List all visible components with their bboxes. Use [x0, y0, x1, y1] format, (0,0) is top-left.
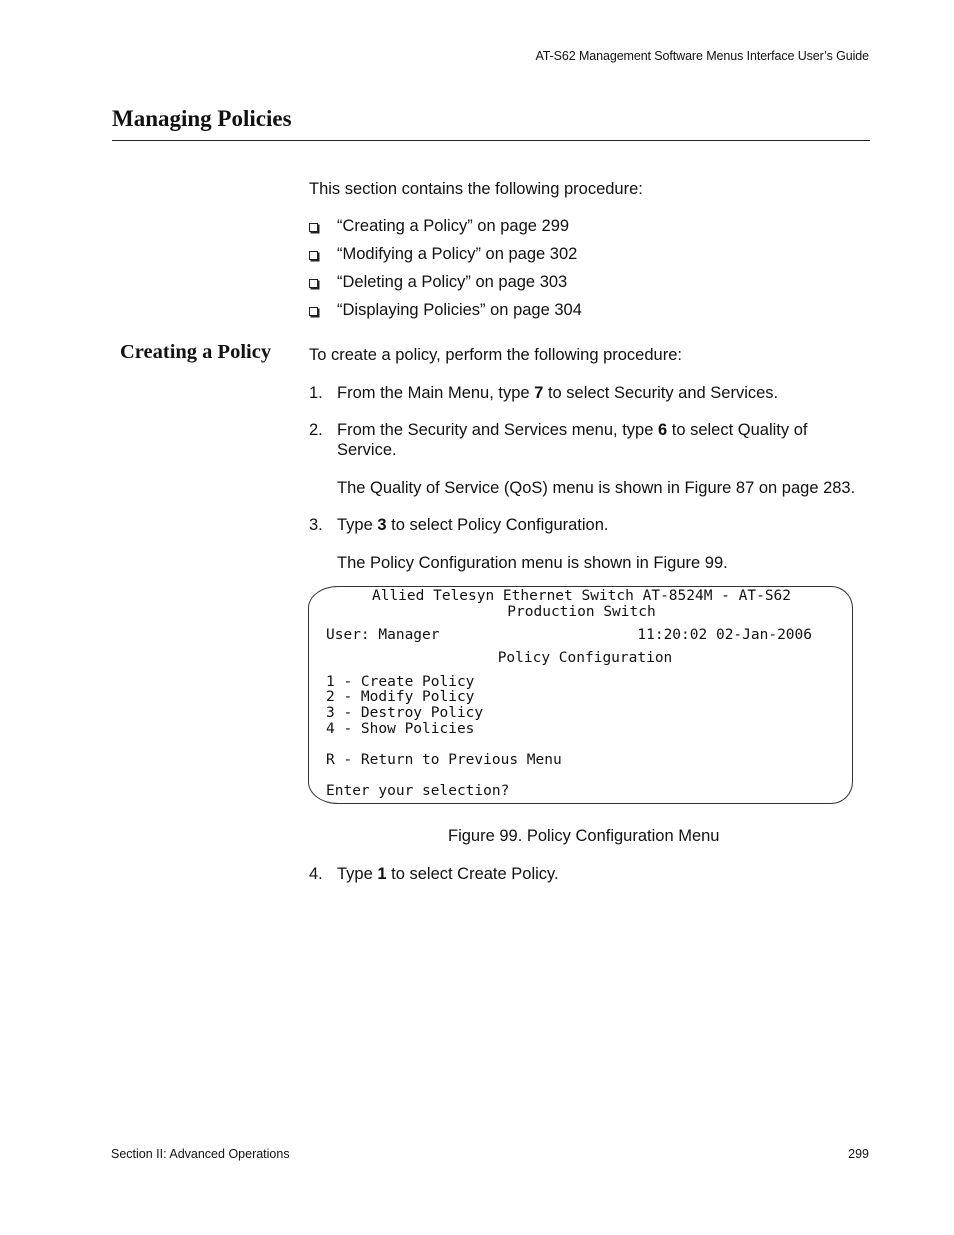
step-key: 3: [377, 516, 387, 534]
step-number: 3.: [309, 516, 323, 534]
procedure-list: [309, 216, 582, 328]
terminal-title-line1: Allied Telesyn Ethernet Switch AT-8524M - AT-S62: [371, 588, 792, 604]
step-text: [337, 864, 857, 884]
step-text-pre: From the Security and Services menu, type: [337, 421, 658, 439]
procedure-link: “Deleting a Policy” on page 303: [337, 273, 568, 291]
note-qos: The Quality of Service (QoS) menu is shown in Figure 87 on page 283.: [337, 479, 856, 497]
footer-section: Section II: Advanced Operations: [111, 1147, 290, 1161]
terminal-user: User: Manager: [326, 627, 440, 643]
step-3: [309, 515, 869, 535]
checkbox-bullet-icon: [309, 223, 318, 232]
menu-option-modify: 2 - Modify Policy: [326, 689, 475, 705]
list-item: [309, 244, 582, 272]
menu-option-show: 4 - Show Policies: [326, 721, 475, 737]
section-intro: This section contains the following procedure:: [309, 180, 643, 198]
terminal-title-line2: Production Switch: [507, 604, 656, 620]
step-text: [337, 383, 857, 403]
step-text: [337, 420, 837, 460]
step-1: [309, 383, 869, 403]
procedure-link: “Modifying a Policy” on page 302: [337, 245, 578, 263]
step-2: [309, 420, 869, 460]
step-key: 7: [534, 384, 544, 402]
page-number: 299: [848, 1147, 869, 1161]
procedure-link: “Creating a Policy” on page 299: [337, 217, 570, 235]
subsection-heading: Creating a Policy: [120, 341, 272, 363]
step-text-pre: Type: [337, 865, 378, 883]
list-item: [309, 300, 582, 328]
section-heading: Managing Policies: [112, 106, 292, 131]
figure-caption: Figure 99. Policy Configuration Menu: [448, 827, 720, 845]
step-text-pre: From the Main Menu, type: [337, 384, 535, 402]
menu-option-return: R - Return to Previous Menu: [326, 752, 562, 768]
heading-rule: [112, 140, 870, 141]
step-text-post: to select Security and Services.: [543, 384, 779, 402]
step-number: 1.: [309, 384, 323, 402]
step-4: [309, 864, 869, 884]
menu-option-create: 1 - Create Policy: [326, 674, 475, 690]
list-item: [309, 216, 582, 244]
terminal-screen: [308, 586, 853, 804]
terminal-prompt: Enter your selection?: [326, 783, 510, 799]
terminal-menu-title: Policy Configuration: [497, 650, 673, 666]
step-text-post: to select Create Policy.: [386, 865, 559, 883]
step-text-post: to select Quality of Service.: [337, 421, 808, 459]
step-text-pre: Type: [337, 516, 378, 534]
terminal-timestamp: 11:20:02 02-Jan-2006: [637, 627, 812, 643]
checkbox-bullet-icon: [309, 279, 318, 288]
subsection-intro: To create a policy, perform the following procedure:: [309, 346, 682, 364]
step-number: 4.: [309, 865, 323, 883]
checkbox-bullet-icon: [309, 307, 318, 316]
running-header: AT-S62 Management Software Menus Interface User’s Guide: [535, 49, 869, 63]
step-key: 1: [377, 865, 387, 883]
step-key: 6: [657, 421, 668, 439]
procedure-link: “Displaying Policies” on page 304: [337, 301, 582, 319]
note-policy: The Policy Configuration menu is shown in Figure 99.: [337, 554, 728, 572]
menu-option-destroy: 3 - Destroy Policy: [326, 705, 484, 721]
step-text-post: to select Policy Configuration.: [386, 516, 609, 534]
checkbox-bullet-icon: [309, 251, 318, 260]
step-number: 2.: [309, 421, 323, 439]
list-item: [309, 272, 582, 300]
step-text: [337, 515, 857, 535]
